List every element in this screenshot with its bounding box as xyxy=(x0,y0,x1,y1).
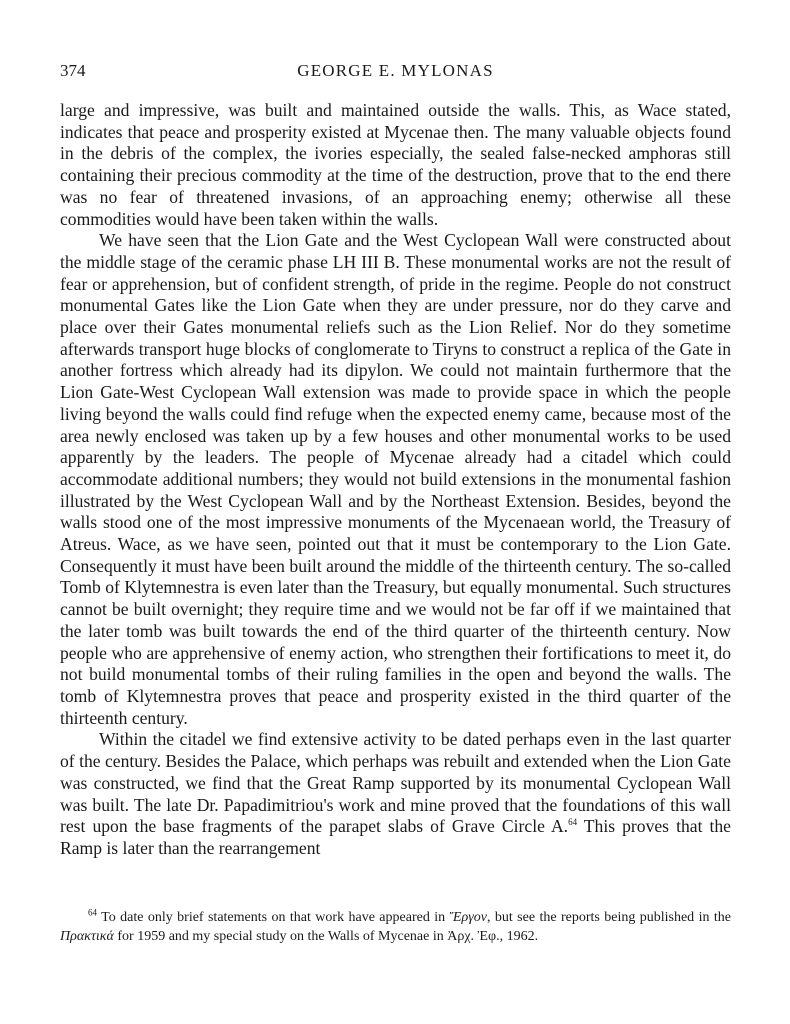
footnote-ergon: Ἔργον xyxy=(449,910,487,925)
paragraph-1: large and impressive, was built and maintained outside the walls. This, as Wace stated, indicates that peace and prosperity existed at Mycenae then. The many valuable objects found in the debris of the complex, the ivories especially, the sealed false-necked amphoras still containing their precious commodity at the time of the destruction, prove that to the end there was no fear of threatened invasions, of an approaching enemy; otherwise all these commodities would have been taken within the walls. xyxy=(60,100,731,229)
footnote-text-c: for 1959 and my special study on the Walls of Mycenae in xyxy=(113,929,448,944)
paragraph-3 xyxy=(60,729,731,859)
footnote-text-d: , 1962. xyxy=(499,929,539,944)
page-header xyxy=(60,61,731,83)
paragraph-2: We have seen that the Lion Gate and the West Cyclopean Wall were constructed about the middle stage of the ceramic phase LH III B. These monumental works are not the result of fear or apprehension, but of confident strength, of pride in the regime. People do not construct monumental Gates like the Lion Gate when they are under pressure, nor do they carve and place over their Gates monumental reliefs such as the Lion Relief. Nor do they sometime afterwards transport huge blocks of conglomerate to Tiryns to construct a replica of the Gate in another fortress which already had its dipylon. We could not maintain furthermore that the Lion Gate-West Cyclopean Wall extension was made to provide space in which the people living beyond the walls could find refuge when the expected enemy came, because most of the area newly enclosed was taken up by a few houses and other monumental works to be used apparently by the leaders. The people of Mycenae already had a citadel which could accommodate additional numbers; they would not build extensions in the monumental fashion illustrated by the West Cyclopean Wall and by the Northeast Extension. Besides, beyond the walls stood one of the most impressive monuments of the Mycenaean world, the Treasury of Atreus. Wace, as we have seen, pointed out that it must be contemporary to the Lion Gate. Consequently it must have been built around the middle of the thirteenth century. The so-called Tomb of Klytemnestra is even later than the Treasury, but equally monumental. Such structures cannot be built overnight; they require time and we would not be far off if we maintained that the later tomb was built towards the end of the third quarter of the thirteenth century. Now people who are apprehensive of enemy action, who strengthen their fortifications to meet it, do not build monumental tombs of their ruling families in the open and beyond the walls. The tomb of Klytemnestra proves that peace and prosperity existed in the third quarter of the thirteenth century. xyxy=(60,230,731,728)
footnote-text-b: , but see the reports being published in the xyxy=(486,910,731,925)
running-head: GEORGE E. MYLONAS xyxy=(297,61,494,80)
footnote-reference: 64 xyxy=(568,817,578,828)
footnote-text-a: To date only brief statements on that work have appeared in xyxy=(97,910,450,925)
footnote xyxy=(60,908,731,946)
paragraph-3-text-b: This proves that the Ramp is later than the rearrangement xyxy=(60,816,731,858)
page-number: 374 xyxy=(60,61,86,80)
body-text xyxy=(60,100,731,860)
footnote-archeph: Ἀρχ. Ἐφ. xyxy=(447,929,500,944)
footnote-mark: 64 xyxy=(88,907,97,918)
paragraph-3-text-a: Within the citadel we find extensive activity to be dated perhaps even in the last quarter of the century. Besides the Palace, which perhaps was rebuilt and extended when the Lion Gate was constructed, we find that the Great Ramp supported by its monumental Cyclopean Wall was built. The late Dr. Papadimitriou's work and mine proved that the foundations of this wall rest upon the base fragments of the parapet slabs of Grave Circle A. xyxy=(60,729,731,837)
footnote-praktika: Πρακτικά xyxy=(60,929,114,944)
